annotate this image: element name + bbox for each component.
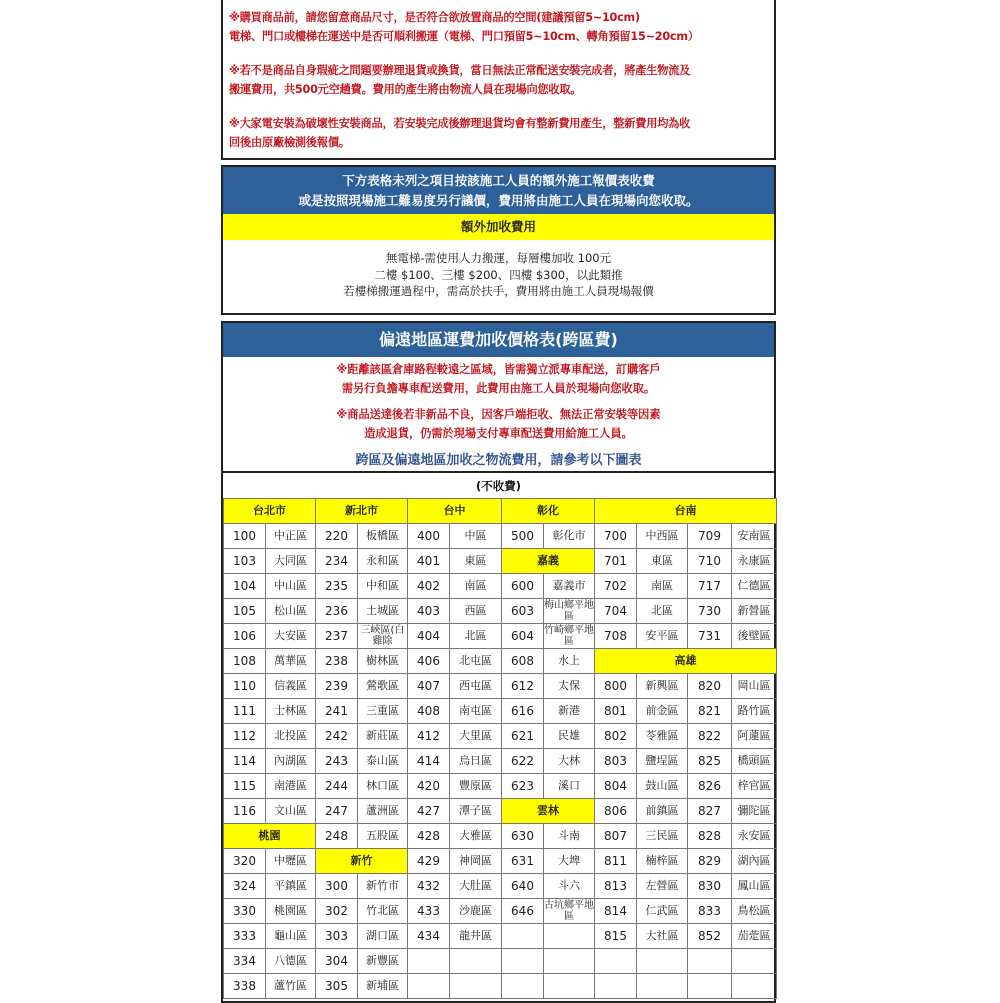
zip-code-cell: 407 xyxy=(408,674,450,699)
district-cell: 古坑鄉平地區 xyxy=(544,900,594,922)
district-cell: 永康區 xyxy=(732,549,777,574)
zip-code-cell: 237 xyxy=(316,624,358,649)
table-row xyxy=(224,549,777,574)
zip-code-cell: 826 xyxy=(688,774,732,799)
district-cell: 苓雅區 xyxy=(637,724,688,749)
district-cell: 文山區 xyxy=(266,799,316,824)
zip-code-cell: 114 xyxy=(224,749,266,774)
district-cell: 嘉義市 xyxy=(544,574,595,599)
region-header-cell: 台中 xyxy=(408,499,502,524)
zip-code-table xyxy=(223,498,777,999)
zip-code-cell: 621 xyxy=(502,724,544,749)
zip-code-cell: 414 xyxy=(408,749,450,774)
district-cell: 三峽區(白雞除 xyxy=(358,624,408,649)
zip-code-cell: 852 xyxy=(688,924,732,949)
zip-code-cell: 333 xyxy=(224,924,266,949)
district-cell: 新莊區 xyxy=(358,724,408,749)
district-cell: 湖口區 xyxy=(358,924,408,949)
region-header-cell: 雲林 xyxy=(502,799,595,824)
empty-cell xyxy=(450,974,502,999)
zip-code-cell: 243 xyxy=(316,749,358,774)
zip-code-cell: 709 xyxy=(688,524,732,549)
table-row xyxy=(224,949,777,974)
zip-code-cell: 110 xyxy=(224,674,266,699)
district-cell: 神岡區 xyxy=(450,849,502,874)
district-cell: 大雅區 xyxy=(450,824,502,849)
zip-code-cell: 612 xyxy=(502,674,544,699)
district-cell: 後壁區 xyxy=(732,624,777,649)
district-cell: 蘆竹區 xyxy=(266,974,316,999)
district-cell: 南港區 xyxy=(266,774,316,799)
zip-code-cell: 731 xyxy=(688,624,732,649)
table-row xyxy=(224,749,777,774)
district-cell: 龜山區 xyxy=(266,924,316,949)
district-cell: 潭子區 xyxy=(450,799,502,824)
zip-code-cell: 833 xyxy=(688,899,732,924)
zip-code-cell: 248 xyxy=(316,824,358,849)
note-line: ※距離該區倉庫路程較遠之區域，皆需獨立派專車配送，訂購客戶 xyxy=(336,363,661,376)
header-line: 下方表格未列之項目按該施工人員的額外施工報價表收費 xyxy=(342,173,655,188)
empty-cell xyxy=(502,949,544,974)
red-note xyxy=(223,406,774,443)
free-label: (不收費) xyxy=(475,479,521,493)
zip-code-cell: 804 xyxy=(595,774,637,799)
empty-cell xyxy=(595,974,637,999)
district-cell: 阿蓮區 xyxy=(732,724,777,749)
zip-code-cell: 828 xyxy=(688,824,732,849)
remote-area-box xyxy=(221,321,776,1003)
district-cell: 仁武區 xyxy=(637,899,688,924)
zip-code-cell: 115 xyxy=(224,774,266,799)
district-cell: 士林區 xyxy=(266,699,316,724)
district-cell: 中山區 xyxy=(266,574,316,599)
district-cell: 南屯區 xyxy=(450,699,502,724)
district-cell: 北投區 xyxy=(266,724,316,749)
district-cell: 永安區 xyxy=(732,824,777,849)
district-cell: 湖內區 xyxy=(732,849,777,874)
district-cell: 北屯區 xyxy=(450,649,502,674)
empty-cell xyxy=(688,949,732,974)
district-cell: 大安區 xyxy=(266,624,316,649)
table-row xyxy=(224,524,777,549)
table-row xyxy=(224,924,777,949)
empty-cell xyxy=(544,974,595,999)
table-row xyxy=(224,649,777,674)
zip-code-cell: 303 xyxy=(316,924,358,949)
zip-code-cell: 220 xyxy=(316,524,358,549)
notice-line: 搬運費用，共500元空趟費。費用的產生將由物流人員在現場向您收取。 xyxy=(229,83,582,96)
zip-code-cell: 305 xyxy=(316,974,358,999)
zip-code-cell: 811 xyxy=(595,849,637,874)
district-cell: 茄萣區 xyxy=(732,924,777,949)
district-cell: 沙鹿區 xyxy=(450,899,502,924)
table-header-row xyxy=(224,499,777,524)
zip-code-cell: 247 xyxy=(316,799,358,824)
district-cell: 前金區 xyxy=(637,699,688,724)
empty-cell xyxy=(544,924,595,949)
zip-code-cell: 631 xyxy=(502,849,544,874)
fee-line: 若樓梯搬運過程中，需高於扶手，費用將由施工人員現場報價 xyxy=(343,284,654,298)
zip-code-cell: 622 xyxy=(502,749,544,774)
region-header-cell: 高雄 xyxy=(595,649,777,674)
district-cell: 安平區 xyxy=(637,624,688,649)
extra-fee-details xyxy=(223,240,774,300)
zip-code-cell: 427 xyxy=(408,799,450,824)
zip-code-cell: 338 xyxy=(224,974,266,999)
zip-code-cell: 820 xyxy=(688,674,732,699)
empty-cell xyxy=(732,974,777,999)
region-header-cell: 新竹 xyxy=(316,849,408,874)
region-header-cell: 桃園 xyxy=(224,824,316,849)
zip-code-cell: 730 xyxy=(688,599,732,624)
zip-code-cell: 821 xyxy=(688,699,732,724)
zip-code-cell: 241 xyxy=(316,699,358,724)
district-cell: 溪口 xyxy=(544,774,595,799)
district-cell: 桃園區 xyxy=(266,899,316,924)
zip-code-cell: 432 xyxy=(408,874,450,899)
zip-code-cell: 330 xyxy=(224,899,266,924)
district-cell: 彰化市 xyxy=(544,524,595,549)
zip-code-cell: 717 xyxy=(688,574,732,599)
district-cell: 板橋區 xyxy=(358,524,408,549)
district-cell: 西區 xyxy=(450,599,502,624)
fee-line: 無電梯-需使用人力搬運，每層樓加收 100元 xyxy=(385,251,612,265)
zip-code-cell: 604 xyxy=(502,624,544,649)
zip-code-cell: 238 xyxy=(316,649,358,674)
district-cell: 竹北區 xyxy=(358,899,408,924)
note-line: 造成退貨，仍需於現場支付專車配送費用給施工人員。 xyxy=(364,426,633,440)
zip-code-cell: 700 xyxy=(595,524,637,549)
district-cell: 中正區 xyxy=(266,524,316,549)
extra-fee-title: 額外加收費用 xyxy=(223,214,774,240)
zip-code-cell: 235 xyxy=(316,574,358,599)
district-cell: 竹崎鄉平地區 xyxy=(544,625,594,647)
zip-code-cell: 704 xyxy=(595,599,637,624)
district-cell: 永和區 xyxy=(358,549,408,574)
zip-code-cell: 646 xyxy=(502,899,544,924)
zip-code-cell: 429 xyxy=(408,849,450,874)
district-cell: 梅山鄉平地區 xyxy=(544,600,594,622)
zip-code-cell: 104 xyxy=(224,574,266,599)
district-cell: 新營區 xyxy=(732,599,777,624)
district-cell: 烏日區 xyxy=(450,749,502,774)
district-cell: 中西區 xyxy=(637,524,688,549)
zip-code-cell: 100 xyxy=(224,524,266,549)
zip-code-cell: 402 xyxy=(408,574,450,599)
table-row xyxy=(224,799,777,824)
district-cell: 內湖區 xyxy=(266,749,316,774)
zip-code-cell: 403 xyxy=(408,599,450,624)
table-row xyxy=(224,699,777,724)
district-cell: 平鎮區 xyxy=(266,874,316,899)
notice-line: ※若不是商品自身瑕疵之問題要辦理退貨或換貨，當日無法正常配送安裝完成者，將產生物流及 xyxy=(229,64,691,77)
zip-code-cell: 239 xyxy=(316,674,358,699)
zip-code-cell: 623 xyxy=(502,774,544,799)
district-cell: 北區 xyxy=(450,624,502,649)
district-cell: 中壢區 xyxy=(266,849,316,874)
district-cell: 東區 xyxy=(450,549,502,574)
district-cell: 新埔區 xyxy=(358,974,408,999)
table-row xyxy=(224,574,777,599)
district-cell: 南區 xyxy=(450,574,502,599)
empty-cell xyxy=(637,949,688,974)
zip-code-cell: 814 xyxy=(595,899,637,924)
table-row xyxy=(224,774,777,799)
empty-cell xyxy=(408,949,450,974)
remote-area-title: 偏遠地區運費加收價格表(跨區費) xyxy=(223,323,774,357)
empty-cell xyxy=(502,974,544,999)
zip-code-cell: 807 xyxy=(595,824,637,849)
zip-code-cell: 822 xyxy=(688,724,732,749)
zip-code-cell: 302 xyxy=(316,899,358,924)
notice-paragraph-size xyxy=(229,8,768,46)
region-header-cell: 彰化 xyxy=(502,499,595,524)
district-cell: 三重區 xyxy=(358,699,408,724)
zip-code-cell: 401 xyxy=(408,549,450,574)
zip-code-cell: 800 xyxy=(595,674,637,699)
notice-line: ※購買商品前，請您留意商品尺寸，是否符合欲放置商品的空間(建議預留5~10cm) xyxy=(229,11,640,24)
district-cell: 大同區 xyxy=(266,549,316,574)
zip-code-cell: 428 xyxy=(408,824,450,849)
table-row xyxy=(224,899,777,924)
zip-code-cell: 412 xyxy=(408,724,450,749)
header-line: 或是按照現場施工難易度另行議價，費用將由施工人員在現場向您收取。 xyxy=(298,193,699,208)
district-cell: 八德區 xyxy=(266,949,316,974)
table-row xyxy=(224,724,777,749)
district-cell: 三民區 xyxy=(637,824,688,849)
empty-cell xyxy=(732,949,777,974)
zip-code-cell: 830 xyxy=(688,874,732,899)
district-cell: 水上 xyxy=(544,649,595,674)
empty-cell xyxy=(637,974,688,999)
zip-code-cell: 242 xyxy=(316,724,358,749)
zip-code-cell: 320 xyxy=(224,849,266,874)
district-cell: 五股區 xyxy=(358,824,408,849)
district-cell: 新竹市 xyxy=(358,874,408,899)
empty-cell xyxy=(408,974,450,999)
zip-code-cell: 106 xyxy=(224,624,266,649)
zip-code-cell: 105 xyxy=(224,599,266,624)
district-cell: 大埤 xyxy=(544,849,595,874)
district-cell: 民雄 xyxy=(544,724,595,749)
table-row xyxy=(224,874,777,899)
zip-code-cell: 304 xyxy=(316,949,358,974)
district-cell: 泰山區 xyxy=(358,749,408,774)
zip-code-cell: 608 xyxy=(502,649,544,674)
zip-code-cell: 813 xyxy=(595,874,637,899)
district-cell: 東區 xyxy=(637,549,688,574)
district-cell: 龍井區 xyxy=(450,924,502,949)
district-cell: 中區 xyxy=(450,524,502,549)
divider xyxy=(223,471,774,473)
zip-code-cell: 829 xyxy=(688,849,732,874)
zip-code-cell: 825 xyxy=(688,749,732,774)
district-cell: 新興區 xyxy=(637,674,688,699)
zip-code-cell: 630 xyxy=(502,824,544,849)
district-cell: 左營區 xyxy=(637,874,688,899)
district-cell: 林口區 xyxy=(358,774,408,799)
district-cell: 大里區 xyxy=(450,724,502,749)
district-cell: 豐原區 xyxy=(450,774,502,799)
zip-code-cell: 108 xyxy=(224,649,266,674)
zip-code-cell: 400 xyxy=(408,524,450,549)
district-cell: 梓官區 xyxy=(732,774,777,799)
district-cell: 南區 xyxy=(637,574,688,599)
district-cell: 中和區 xyxy=(358,574,408,599)
district-cell: 楠梓區 xyxy=(637,849,688,874)
district-cell: 鼓山區 xyxy=(637,774,688,799)
table-row xyxy=(224,599,777,624)
district-cell: 信義區 xyxy=(266,674,316,699)
district-cell: 太保 xyxy=(544,674,595,699)
zip-code-cell: 616 xyxy=(502,699,544,724)
table-row xyxy=(224,849,777,874)
red-note xyxy=(223,361,774,398)
zip-code-cell: 234 xyxy=(316,549,358,574)
zip-code-cell: 701 xyxy=(595,549,637,574)
remote-area-notes xyxy=(223,357,774,471)
district-cell: 大林 xyxy=(544,749,595,774)
district-cell: 北區 xyxy=(637,599,688,624)
empty-cell xyxy=(688,974,732,999)
notice-paragraph-install xyxy=(229,114,768,152)
fee-line: 二樓 $100、三樓 $200、四樓 $300，以此類推 xyxy=(374,267,623,282)
extra-fee-box xyxy=(221,165,776,315)
notice-text xyxy=(229,8,768,152)
district-cell: 斗六 xyxy=(544,874,595,899)
region-header-cell: 台南 xyxy=(595,499,777,524)
zip-code-cell: 406 xyxy=(408,649,450,674)
district-cell: 蘆洲區 xyxy=(358,799,408,824)
district-cell: 路竹區 xyxy=(732,699,777,724)
district-cell: 鳥松區 xyxy=(732,899,777,924)
zip-code-cell: 408 xyxy=(408,699,450,724)
zip-code-cell: 111 xyxy=(224,699,266,724)
zip-code-cell: 603 xyxy=(502,599,544,624)
zip-code-cell: 806 xyxy=(595,799,637,824)
zip-code-cell: 801 xyxy=(595,699,637,724)
zip-code-cell: 803 xyxy=(595,749,637,774)
table-row xyxy=(224,974,777,999)
table-row xyxy=(224,624,777,649)
table-row xyxy=(224,674,777,699)
notice-paragraph-return xyxy=(229,61,768,99)
district-cell: 萬華區 xyxy=(266,649,316,674)
zip-code-cell: 815 xyxy=(595,924,637,949)
district-cell: 鳳山區 xyxy=(732,874,777,899)
district-cell: 斗南 xyxy=(544,824,595,849)
table-row xyxy=(224,824,777,849)
district-cell: 仁德區 xyxy=(732,574,777,599)
district-cell: 土城區 xyxy=(358,599,408,624)
notice-line: 電梯、門口或樓梯在運送中是否可順利搬運（電梯、門口預留5~10cm、轉角預留15~20cm） xyxy=(229,30,699,43)
extra-fee-header xyxy=(223,167,774,214)
empty-cell xyxy=(595,949,637,974)
note-line: 需另行負擔專車配送費用，此費用由施工人員於現場向您收取。 xyxy=(341,381,656,395)
zip-code-cell: 334 xyxy=(224,949,266,974)
district-cell: 岡山區 xyxy=(732,674,777,699)
district-cell: 大肚區 xyxy=(450,874,502,899)
zip-code-cell: 116 xyxy=(224,799,266,824)
blue-note: 跨區及偏遠地區加收之物流費用，請參考以下圖表 xyxy=(355,453,642,468)
district-cell: 新港 xyxy=(544,699,595,724)
district-cell: 松山區 xyxy=(266,599,316,624)
zip-code-cell: 600 xyxy=(502,574,544,599)
zip-code-cell: 404 xyxy=(408,624,450,649)
region-header-cell: 台北市 xyxy=(224,499,316,524)
district-cell: 大社區 xyxy=(637,924,688,949)
district-cell: 鹽埕區 xyxy=(637,749,688,774)
empty-cell xyxy=(544,949,595,974)
district-cell: 新豐區 xyxy=(358,949,408,974)
notice-box xyxy=(221,0,776,160)
district-cell: 橋頭區 xyxy=(732,749,777,774)
notice-line: ※大家電安裝為破壞性安裝商品，若安裝完成後辦理退貨均會有整新費用產生，整新費用均為收 xyxy=(229,117,691,130)
zip-code-cell: 324 xyxy=(224,874,266,899)
notice-line: 回後由原廠檢測後報價。 xyxy=(229,136,350,149)
zip-code-cell: 103 xyxy=(224,549,266,574)
note-line: ※商品送達後若非新品不良，因客戶端拒收、無法正常安裝等因素 xyxy=(336,408,661,421)
zip-code-cell: 702 xyxy=(595,574,637,599)
zip-code-cell: 244 xyxy=(316,774,358,799)
district-cell: 前鎮區 xyxy=(637,799,688,824)
zip-code-cell: 802 xyxy=(595,724,637,749)
zip-code-cell: 420 xyxy=(408,774,450,799)
zip-code-cell: 236 xyxy=(316,599,358,624)
zip-code-cell: 827 xyxy=(688,799,732,824)
zip-code-cell: 434 xyxy=(408,924,450,949)
empty-cell xyxy=(450,949,502,974)
zip-code-cell: 300 xyxy=(316,874,358,899)
district-cell: 彌陀區 xyxy=(732,799,777,824)
district-cell: 西屯區 xyxy=(450,674,502,699)
zip-code-cell: 433 xyxy=(408,899,450,924)
zip-code-cell: 500 xyxy=(502,524,544,549)
zip-code-cell: 710 xyxy=(688,549,732,574)
district-cell: 安南區 xyxy=(732,524,777,549)
empty-cell xyxy=(502,924,544,949)
red-notes xyxy=(223,361,774,443)
region-header-cell: 新北市 xyxy=(316,499,408,524)
district-cell: 鶯歌區 xyxy=(358,674,408,699)
district-cell: 樹林區 xyxy=(358,649,408,674)
zip-code-cell: 112 xyxy=(224,724,266,749)
region-header-cell: 嘉義 xyxy=(502,549,595,574)
zip-code-cell: 708 xyxy=(595,624,637,649)
zip-code-cell: 640 xyxy=(502,874,544,899)
